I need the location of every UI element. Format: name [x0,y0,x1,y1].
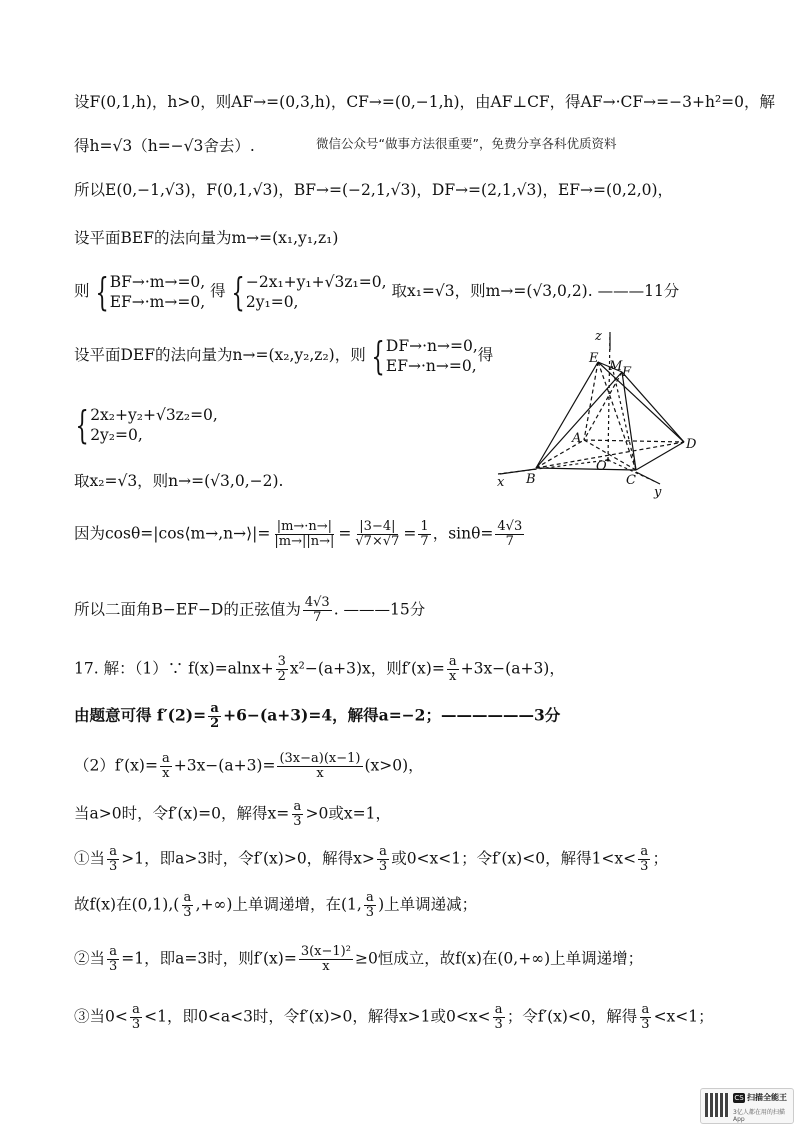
s17-line8 [74,1003,714,1032]
text: =1，即a=3时，则f′(x)= [121,949,297,968]
frac-den: 7 [420,534,429,549]
badge-title: 扫描全能王 [747,1093,787,1102]
s16-line5-end: 取x₁=√3，则m→=(√3,0,2). ———11分 [391,282,680,300]
frac-num: 4√3 [304,595,330,610]
s16-sys2-eq-b: 2y₁=0, [245,293,299,311]
s16-sin-prefix: ，sinθ= [432,524,494,543]
s16-sys4-eq-a: 2x₂+y₂+√3z₂=0, [90,406,218,424]
s16-line2: 得h=√3（h=−√3舍去）. [74,137,255,155]
frac-num: a [210,701,219,716]
s16-line5-mid: 得 [210,282,226,300]
s16-system-2 [246,272,387,312]
frac-num: a [183,890,192,905]
frac [377,845,389,874]
frac-den: 7 [313,610,322,625]
edge-AD [584,440,684,442]
frac-num: a [109,944,118,959]
frac [639,1003,651,1032]
qr-code-icon [705,1093,729,1117]
frac-den: 3 [183,905,192,920]
label-y: y [654,485,662,500]
frac-den: 3 [109,859,118,874]
origin-point [607,459,610,462]
label-A: A [572,431,582,446]
edge-BC [536,468,636,470]
frac-den: 3 [365,905,375,920]
edge-FD [622,372,684,442]
frac-num: a [641,1002,650,1017]
scanner-badge [700,1088,794,1124]
text: 或0<x<1；令f′(x)<0，解得1<x< [391,849,637,868]
frac-num: |3−4| [359,519,396,534]
s16-line9: 因为cosθ=|cos⟨m→,n→⟩|= $\frac{|m\to\cdot n\to|}{|m\to||n\to|}$ = $\frac{|3-4|}{√7\times√7}$ = $\frac{1}{7}$ ，sinθ= $\frac{4√3}{7}$ [74,519,523,549]
edge-EB [536,362,598,468]
text: >0或x=1， [305,804,391,823]
text: x²−(a+3)x，则f′(x)= [289,659,445,678]
s16-sys1-eq-a: BF→·m→=0, [109,273,206,291]
s17-line6 [74,891,477,920]
badge-subtitle: 3亿人都在用的扫描App [733,1109,785,1123]
frac-num: a [161,751,170,766]
text: +3x−(a+3)= [173,756,276,775]
label-E: E [589,351,599,366]
frac-den: 3 [109,959,118,974]
text: 当a>0时，令f′(x)=0，解得x= [74,804,290,823]
s16-frac-2 [353,520,401,549]
edge-FB [536,372,622,468]
frac-num: 3(x−1)² [300,944,351,959]
s16-system-4 [90,405,218,445]
text: >1，即a>3时，令f′(x)>0，解得x> [121,849,375,868]
s16-line6: 设平面DEF的法向量为n→=(x₂,y₂,z₂)，则 { DF→·n→=0, EF→·n→=0, 得 [74,334,494,378]
frac [276,655,288,684]
s16-sys2-eq-a: −2x₁+y₁+√3z₁=0, [245,273,387,291]
text: +3x−(a+3)， [460,659,565,678]
s16-result-prefix: 所以二面角B−EF−D的正弦值为 [74,600,301,619]
frac-num: 3 [277,654,286,669]
frac-num: a [366,890,374,905]
frac-num: a [448,654,457,669]
frac-den: 2 [277,669,286,684]
frac-den: 3 [641,1017,650,1032]
frac-den: 3 [640,859,649,874]
frac [160,752,172,781]
s16-line3: 所以E(0,−1,√3)，F(0,1,√3)，BF→=(−2,1,√3)，DF→=(2,1,√3)，EF→=(0,2,0)， [74,181,674,199]
frac-num: a [132,1002,140,1017]
s16-line5-prefix: 则 [74,282,90,300]
frac-den: 7 [505,534,514,549]
s16-sys1-eq-b: EF→·m→=0, [109,293,206,311]
frac-den: 2 [210,716,220,731]
frac-num: |m→·n→| [276,519,333,534]
edge-CD [636,442,684,470]
label-z: z [595,329,602,344]
label-C: C [626,473,636,488]
frac [107,945,119,974]
frac-num: (3x−a)(x−1) [279,751,361,766]
frac-num: a [494,1002,503,1017]
text: （2）f′(x)= [74,756,158,775]
label-B: B [526,472,536,487]
frac-den: 3 [494,1017,503,1032]
s16-line6-prefix: 设平面DEF的法向量为n→=(x₂,y₂,z₂)，则 [74,346,366,364]
frac-den: 3 [293,814,302,829]
text: ； [652,849,668,868]
s16-frac-1 [272,520,336,549]
label-F: F [622,365,632,380]
s16-frac-3 [418,520,430,549]
frac [493,1003,505,1032]
edge-ED [598,362,684,442]
s16-result-suffix: . ———15分 [333,600,426,619]
frac-num: a [293,799,302,814]
s17-line7 [74,945,643,974]
frac-num: a [640,844,649,859]
text: )上单调递减； [378,895,478,914]
diag-AC [584,440,636,470]
label-O: O [596,459,607,474]
text: <x<1； [653,1007,714,1026]
s16-system-1 [110,272,206,312]
text: ③当0< [74,1007,128,1026]
text: (x>0)， [364,756,424,775]
text: ≥0恒成立，故f(x)在(0,+∞)上单调递增； [354,949,644,968]
frac-num: a [109,844,118,859]
label-x: x [497,475,505,490]
text: ①当 [74,849,106,868]
frac [447,655,459,684]
frac [299,945,353,974]
s17-line2 [74,702,560,731]
frac-den: x [449,669,457,684]
frac [181,891,193,920]
s16-line10 [74,596,425,625]
text: ②当 [74,949,106,968]
label-D: D [686,437,697,452]
frac-den: 3 [378,859,388,874]
s16-cos-prefix: 因为cosθ=|cos⟨m→,n→⟩|= [74,524,271,543]
s16-frac-4 [495,520,524,549]
frac-den: 3 [131,1017,141,1032]
y-axis [636,472,660,484]
text: 17. 解：（1）∵ f(x)=alnx+ [74,659,274,678]
pyramid-figure [488,322,708,502]
text: 由题意可得 f′(2)= [74,705,207,725]
s16-line4: 设平面BEF的法向量为m→=(x₁,y₁,z₁) [74,229,339,247]
s16-result-frac [303,596,332,625]
s17-line1 [74,655,565,684]
frac [130,1003,142,1032]
text: ；令f′(x)<0，解得 [506,1007,638,1026]
s16-line6-end: 得 [477,346,494,364]
s16-system-3 [386,336,478,376]
frac [107,845,119,874]
frac [291,800,303,829]
frac-num: 1 [420,519,429,534]
s16-sys3-eq-a: DF→·n→=0, [385,337,478,355]
s16-line8: 取x₂=√3，则n→=(√3,0,−2). [74,472,284,490]
frac [277,752,362,781]
s16-line7: { 2x₂+y₂+√3z₂=0, 2y₂=0, [75,403,218,447]
label-M: M [609,359,623,374]
s17-line5 [74,845,668,874]
text: 故f(x)在(0,1),( [74,895,180,914]
frac-num: 4√3 [497,519,523,534]
s16-sys3-eq-b: EF→·n→=0, [385,357,477,375]
frac-num: a [379,844,387,859]
text: ,+∞)上单调递增，在(1, [195,895,362,914]
s17-line4 [74,800,391,829]
text: +6−(a+3)=4，解得a=−2；——————3分 [223,705,561,725]
frac [638,845,650,874]
watermark-text: 微信公众号“做事方法很重要”，免费分享各科优质资料 [316,136,617,151]
frac-den: x [316,766,324,781]
frac-den: |m→||n→| [274,534,335,549]
s17-line3 [74,752,424,781]
frac [208,702,221,731]
frac-den: x [322,959,330,974]
text: <1，即0<a<3时，令f′(x)>0，解得x>1或0<x< [144,1007,491,1026]
s16-line1: 设F(0,1,h)，h>0，则AF→=(0,3,h)，CF→=(0,−1,h)，由AF⊥CF，得AF→·CF→=−3+h²=0，解 [74,93,776,111]
s16-line5: 则 { BF→·m→=0, EF→·m→=0, 得 { −2x₁+y₁+√3z₁=0, 2y₁=0, 取x₁=√3，则m→=(√3,0,2). ———11分 [74,270,680,314]
camscanner-logo: CS [734,1094,744,1102]
frac-den: √7×√7 [355,534,400,549]
frac [364,891,376,920]
s16-sys4-eq-b: 2y₂=0, [90,426,143,444]
frac-den: x [162,766,170,781]
